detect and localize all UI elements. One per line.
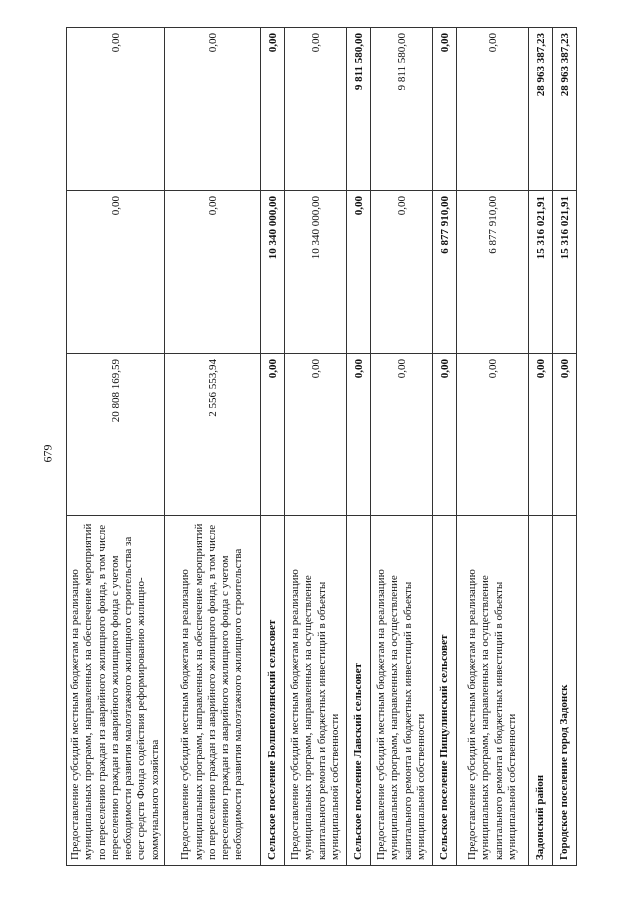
row-value-2: 15 316 021,91 [529, 191, 553, 354]
table-row [529, 28, 553, 866]
row-name: Задонский район [529, 516, 553, 866]
row-value-3: 9 811 580,00 [371, 28, 433, 191]
row-name: Городское поселение город Задонск [553, 516, 577, 866]
row-value-3: 0,00 [261, 28, 285, 191]
row-value-1: 2 556 553,94 [165, 354, 261, 516]
budget-table [66, 27, 577, 866]
table-row [371, 28, 433, 866]
row-value-3: 0,00 [457, 28, 529, 191]
row-value-2: 6 877 910,00 [433, 191, 457, 354]
row-name: Предоставление субсидий местным бюджетам на реализацию муниципальных программ, направленных на обеспечение мероприятий по переселению граждан из аварийного жилищного фонда, в том числе переселению граждан из аварийного жилищного фонда с учетом необходимости развития малоэтажного жилищного строительства за счет средств Фонда содействия реформированию жилищно-коммунального хозяйства [67, 516, 165, 866]
row-value-2: 0,00 [347, 191, 371, 354]
table-row [457, 28, 529, 866]
row-value-1: 0,00 [433, 354, 457, 516]
rotated-page-content [66, 28, 576, 866]
row-value-1: 0,00 [347, 354, 371, 516]
row-value-3: 0,00 [67, 28, 165, 191]
row-name: Сельское поселение Пищулинский сельсовет [433, 516, 457, 866]
page-number-text: 679 [40, 444, 55, 462]
row-value-1: 0,00 [261, 354, 285, 516]
page-number [38, 438, 58, 468]
table-row [347, 28, 371, 866]
row-value-1: 0,00 [285, 354, 347, 516]
row-value-2: 0,00 [371, 191, 433, 354]
row-value-3: 0,00 [285, 28, 347, 191]
row-value-3: 28 963 387,23 [553, 28, 577, 191]
table-row [261, 28, 285, 866]
table-row [67, 28, 165, 866]
table-row [165, 28, 261, 866]
row-name: Сельское поселение Лавский сельсовет [347, 516, 371, 866]
row-value-3: 28 963 387,23 [529, 28, 553, 191]
row-value-3: 0,00 [433, 28, 457, 191]
row-value-2: 0,00 [165, 191, 261, 354]
row-value-3: 9 811 580,00 [347, 28, 371, 191]
row-name: Предоставление субсидий местным бюджетам на реализацию муниципальных программ, направленных на осуществление капитального ремонта и бюджетных инвестиций в объекты муниципальной собственности [285, 516, 347, 866]
row-value-1: 0,00 [457, 354, 529, 516]
row-value-3: 0,00 [165, 28, 261, 191]
table-row [433, 28, 457, 866]
table-row [285, 28, 347, 866]
row-name: Предоставление субсидий местным бюджетам на реализацию муниципальных программ, направленных на осуществление капитального ремонта и бюджетных инвестиций в объекты муниципальной собственности [457, 516, 529, 866]
row-value-2: 10 340 000,00 [285, 191, 347, 354]
row-name: Предоставление субсидий местным бюджетам на реализацию муниципальных программ, направленных на обеспечение мероприятий по переселению граждан из аварийного жилищного фонда, в том числе переселению граждан из аварийного жилищного фонда с учетом необходимости развития малоэтажного жилищного строительства [165, 516, 261, 866]
row-name: Предоставление субсидий местным бюджетам на реализацию муниципальных программ, направленных на осуществление капитального ремонта и бюджетных инвестиций в объекты муниципальной собственности [371, 516, 433, 866]
row-value-1: 0,00 [529, 354, 553, 516]
row-value-2: 15 316 021,91 [553, 191, 577, 354]
row-value-2: 0,00 [67, 191, 165, 354]
row-value-1: 0,00 [371, 354, 433, 516]
table-row [553, 28, 577, 866]
row-value-1: 0,00 [553, 354, 577, 516]
row-value-2: 6 877 910,00 [457, 191, 529, 354]
row-value-1: 20 808 169,59 [67, 354, 165, 516]
row-name: Сельское поселение Болшеполянский сельсовет [261, 516, 285, 866]
row-value-2: 10 340 000,00 [261, 191, 285, 354]
